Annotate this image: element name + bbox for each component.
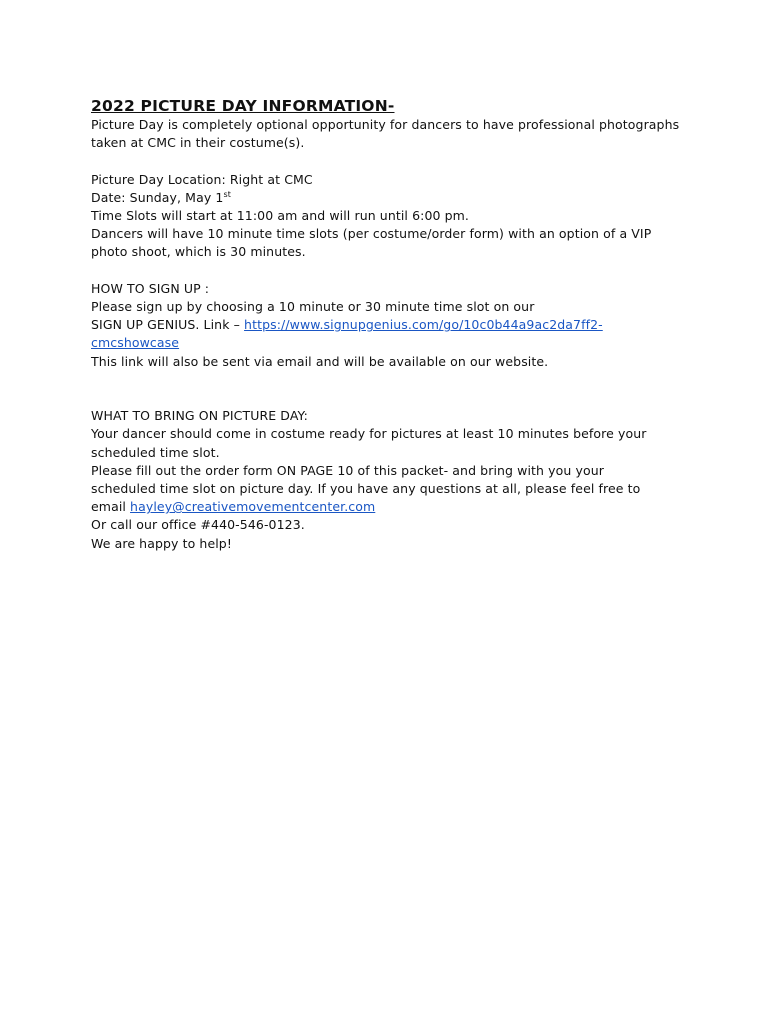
signup-link-prefix: SIGN UP GENIUS. Link – (91, 317, 245, 333)
help-line: We are happy to help! (91, 535, 232, 551)
email-link[interactable]: hayley@creativemovementcenter.com (130, 499, 376, 515)
page-title: 2022 PICTURE DAY INFORMATION- (91, 97, 395, 115)
signup-note: This link will also be sent via email and will be available on our website. (91, 353, 549, 369)
date-line (91, 189, 691, 207)
spacer (91, 262, 691, 280)
time-slots-line: Time Slots will start at 11:00 am and will run until 6:00 pm. (91, 208, 470, 223)
signup-heading: HOW TO SIGN UP : (91, 280, 210, 296)
intro-line-2: taken at CMC in their costume(s). (91, 135, 305, 151)
date-text: Date: Sunday, May 1 (91, 189, 224, 205)
signup-line-1: Please sign up by choosing a 10 minute or 30 minute time slot on our (91, 299, 535, 314)
call-line: Or call our office #440-546-0123. (91, 517, 305, 533)
bring-line-4: scheduled time slot on picture day. If you have any questions at all, please feel free to (91, 481, 641, 497)
spacer (91, 371, 691, 407)
bring-line-3: Please fill out the order form ON PAGE 10 of this packet- and bring with you your (91, 462, 605, 478)
signup-line-2 (91, 316, 691, 334)
date-ordinal: st (223, 189, 231, 199)
bring-line-1: Your dancer should come in costume ready for pictures at least 10 minutes before your (91, 426, 647, 442)
spacer (91, 152, 691, 170)
document-content (91, 96, 691, 553)
email-line (91, 498, 691, 516)
bring-heading: WHAT TO BRING ON PICTURE DAY: (91, 408, 308, 424)
email-prefix: email (91, 499, 131, 515)
dancers-line-1: Dancers will have 10 minute time slots (per costume/order form) with an option of a VIP (91, 226, 652, 242)
dancers-line-2: photo shoot, which is 30 minutes. (91, 244, 306, 260)
signup-line-3 (91, 334, 691, 352)
signup-genius-link-continued[interactable]: cmcshowcase (91, 335, 180, 351)
intro-line-1: Picture Day is completely optional opportunity for dancers to have professional photographs (91, 117, 680, 132)
location-line: Picture Day Location: Right at CMC (91, 171, 313, 187)
bring-line-2: scheduled time slot. (91, 444, 220, 460)
signup-genius-link[interactable]: https://www.signupgenius.com/go/10c0b44a9ac2da7ff2- (244, 317, 603, 333)
